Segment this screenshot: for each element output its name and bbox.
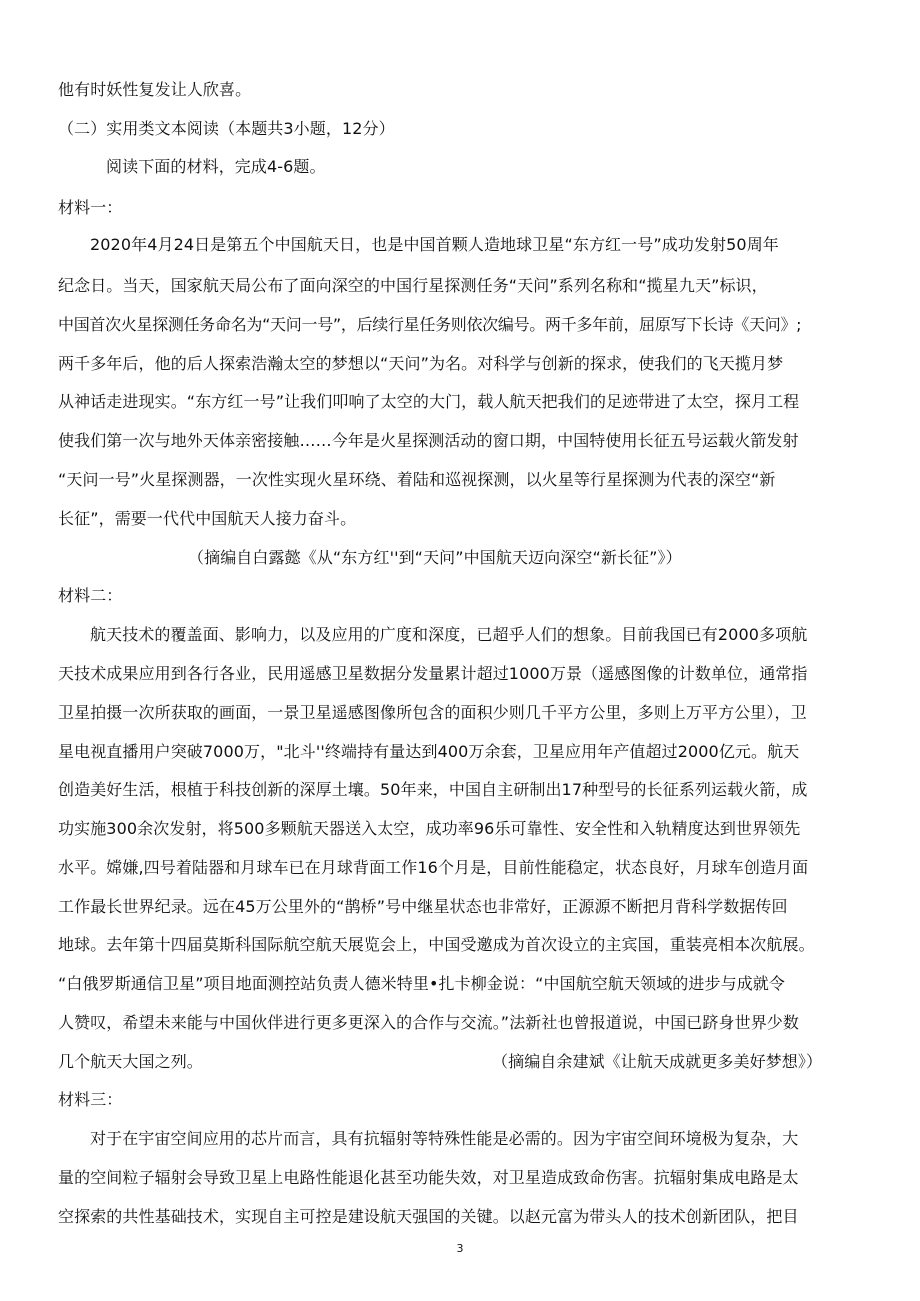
text-line: 功实施300余次发射，将500多颗航天器送入太空，成功率96乐可靠性、安全性和入轨精度达到世界领先 (58, 819, 801, 838)
material-heading: 材料三： (58, 1090, 123, 1109)
source-citation: （摘编自余建斌《让航天成就更多美好梦想》） (492, 1052, 823, 1071)
text-line: 人赞叹，希望未来能与中国伙伴进行更多更深入的合作与交流。”法新社也曾报道说，中国已跻身世界少数 (58, 1013, 799, 1032)
text-line: 卫星拍摄一次所获取的画面，一景卫星遥感图像所包含的面积少则几千平方公里，多则上万平方公里），卫 (58, 703, 807, 722)
text-line: “白俄罗斯通信卫星”项目地面测控站负责人德米特里•扎卡柳金说：“中国航空航天领域的进步与成就令 (58, 974, 786, 993)
text-line: 对于在宇宙空间应用的芯片而言，具有抗辐射等特殊性能是必需的。因为宇宙空间环境极为复杂，大 (90, 1129, 799, 1148)
text-line: 量的空间粒子辐射会导致卫星上电路性能退化甚至功能失效，对卫星造成致命伤害。抗辐射集成电路是太 (58, 1168, 799, 1187)
text-line: 工作最长世界纪录。远在45万公里外的“鹊桥”号中继星状态也非常好，正源源不断把月背科学数据传回 (58, 897, 788, 916)
text-line: 空探索的共性基础技术，实现自主可控是建设航天强国的关键。以赵元富为带头人的技术创新团队，把目 (58, 1207, 799, 1226)
section-heading: （二）实用类文本阅读（本题共3小题，12分） (58, 119, 395, 138)
text-line: 天技术成果应用到各行各业，民用遥感卫星数据分发量累计超过1000万景（遥感图像的计数单位，通常指 (58, 664, 808, 683)
text-line: 长征”，需要一代代中国航天人接力奋斗。 (58, 509, 357, 528)
text-line: 创造美好生活，根植于科技创新的深厚土壤。50年来，中国自主研制出17种型号的长征系列运载火箭，成 (58, 780, 808, 799)
material-heading: 材料二： (58, 586, 123, 605)
page-number: 3 (456, 1242, 464, 1255)
source-citation: （摘编自白露懿《从“东方红''到“天问”中国航天迈向深空“新长征”》） (188, 548, 682, 567)
text-line: 纪念日。当天，国家航天局公布了面向深空的中国行星探测任务“天问”系列名称和“揽星九天”标识， (58, 276, 768, 295)
text-line: 几个航天大国之列。 (58, 1052, 203, 1071)
text-line: 水平。嫦嫌,四号着陆器和月球车已在月球背面工作16个月是，目前性能稳定，状态良好，月球车创造月面 (58, 858, 809, 877)
text-line: 中国首次火星探测任务命名为“天问一号”，后续行星任务则依次编号。两千多年前，屈原写下长诗《天问》; (58, 315, 802, 334)
text-line: 地球。去年第十四届莫斯科国际航空航天展览会上，中国受邀成为首次设立的主宾国，重装亮相本次航展。 (58, 935, 815, 954)
material-heading: 材料一： (58, 198, 123, 217)
instruction-line: 阅读下面的材料，完成4-6题。 (106, 157, 326, 176)
text-line: “天问一号”火星探测器，一次性实现火星环绕、着陆和巡视探测，以火星等行星探测为代表的深空“新 (58, 470, 776, 489)
text-line: 两千多年后，他的后人探索浩瀚太空的梦想以“天问”为名。对科学与创新的探求，使我们的飞天揽月梦 (58, 354, 784, 373)
text-line: 从神话走进现实。“东方红一号”让我们叩响了太空的大门，载人航天把我们的足迹带进了太空，探月工程 (58, 392, 800, 411)
text-line: 他有时妖性复发让人欣喜。 (58, 80, 252, 99)
text-line: 使我们第一次与地外天体亲密接触……今年是火星探测活动的窗口期，中国特使用长征五号运载火箭发射 (58, 431, 799, 450)
text-line: 2020年4月24日是第五个中国航天日，也是中国首颗人造地球卫星“东方红一号”成功发射50周年 (90, 235, 779, 254)
text-line: 星电视直播用户突破7000万，"北斗''终端持有量达到400万余套，卫星应用年产值超过2000亿元。航天 (58, 742, 800, 761)
text-line: 航天技术的覆盖面、影响力，以及应用的广度和深度，已超乎人们的想象。目前我国已有2000多项航 (90, 625, 808, 644)
